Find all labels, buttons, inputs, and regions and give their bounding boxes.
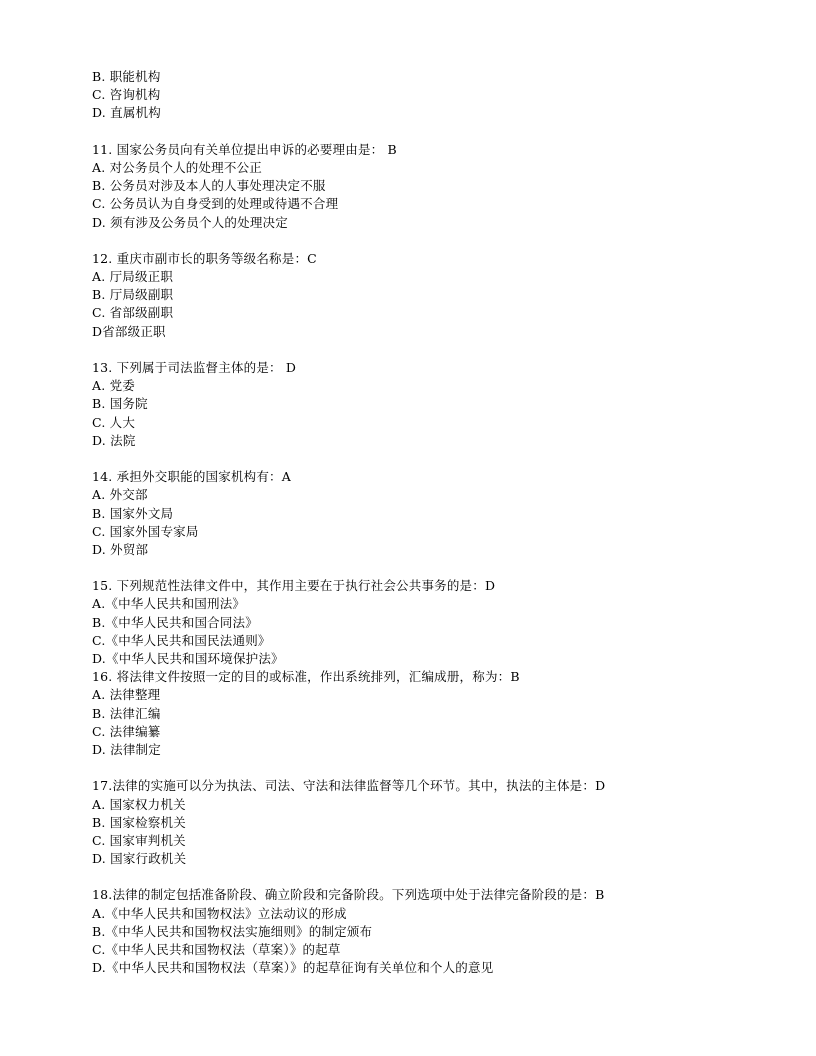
option-a: A. 党委 [92, 378, 135, 394]
question-text: 13. 下列属于司法监督主体的是： D [92, 360, 297, 375]
question-block [92, 250, 772, 341]
option-b: B. 职能机构 [92, 69, 161, 84]
option-b: B.《中华人民共和国合同法》 [92, 614, 258, 630]
question-text: 15. 下列规范性法律文件中，其作用主要在于执行社会公共事务的是：D [92, 578, 496, 594]
spacer [92, 341, 772, 359]
question-block [92, 68, 772, 123]
question-text: 18.法律的制定包括准备阶段、确立阶段和完备阶段。下列选项中处于法律完备阶段的是：B [92, 887, 605, 903]
option-a: A. 外交部 [92, 487, 148, 503]
option-b: B. 国务院 [92, 396, 148, 412]
spacer [92, 232, 772, 250]
option-b: B. 国家外文局 [92, 505, 174, 521]
spacer [92, 759, 772, 777]
option-a: A.《中华人民共和国刑法》 [92, 596, 246, 612]
option-b: B. 国家检察机关 [92, 814, 186, 830]
question-block [92, 359, 772, 450]
option-a: A. 国家权力机关 [92, 796, 186, 812]
option-b: B.《中华人民共和国物权法实施细则》的制定颁布 [92, 923, 373, 939]
question-text: 16. 将法律文件按照一定的目的或标准，作出系统排列，汇编成册，称为：B [92, 669, 520, 685]
question-block [92, 141, 772, 232]
option-d: D省部级正职 [92, 323, 166, 339]
option-a: A. 对公务员个人的处理不公正 [92, 159, 262, 175]
question-block [92, 668, 772, 759]
spacer [92, 123, 772, 141]
option-d: D.《中华人民共和国环境保护法》 [92, 651, 284, 666]
option-d: D. 直属机构 [92, 105, 161, 121]
option-d: D. 法律制定 [92, 741, 161, 757]
option-d: D. 法院 [92, 432, 136, 448]
option-c: C. 公务员认为自身受到的处理或待遇不合理 [92, 196, 339, 212]
question-block [92, 886, 772, 977]
question-text: 14. 承担外交职能的国家机构有：A [92, 469, 291, 485]
option-a: A.《中华人民共和国物权法》立法动议的形成 [92, 905, 347, 921]
question-text: 11. 国家公务员向有关单位提出申诉的必要理由是： B [92, 141, 397, 157]
option-b: B. 法律汇编 [92, 705, 161, 721]
spacer [92, 868, 772, 886]
question-block [92, 468, 772, 559]
option-c: C.《中华人民共和国物权法（草案）》的起草 [92, 942, 341, 957]
spacer [92, 559, 772, 577]
option-d: D. 国家行政机关 [92, 851, 187, 867]
question-block [92, 577, 772, 668]
option-b: B. 公务员对涉及本人的人事处理决定不服 [92, 178, 326, 194]
option-d: D.《中华人民共和国物权法（草案）》的起草征询有关单位和个人的意见 [92, 960, 494, 976]
question-text: 12. 重庆市副市长的职务等级名称是：C [92, 250, 317, 266]
option-c: C. 国家审判机关 [92, 832, 186, 848]
option-c: C. 咨询机构 [92, 87, 161, 103]
option-d: D. 外贸部 [92, 541, 149, 557]
option-d: D. 须有涉及公务员个人的处理决定 [92, 214, 288, 230]
option-c: C. 法律编纂 [92, 723, 161, 739]
question-text: 17.法律的实施可以分为执法、司法、守法和法律监督等几个环节。其中，执法的主体是：D [92, 778, 606, 794]
option-c: C.《中华人民共和国民法通则》 [92, 632, 271, 648]
option-c: C. 省部级副职 [92, 305, 174, 321]
option-a: A. 厅局级正职 [92, 269, 174, 285]
spacer [92, 450, 772, 468]
document-page [92, 68, 772, 977]
option-b: B. 厅局级副职 [92, 287, 174, 303]
question-block [92, 777, 772, 868]
option-c: C. 国家外国专家局 [92, 523, 199, 539]
option-a: A. 法律整理 [92, 687, 161, 703]
option-c: C. 人大 [92, 414, 136, 430]
